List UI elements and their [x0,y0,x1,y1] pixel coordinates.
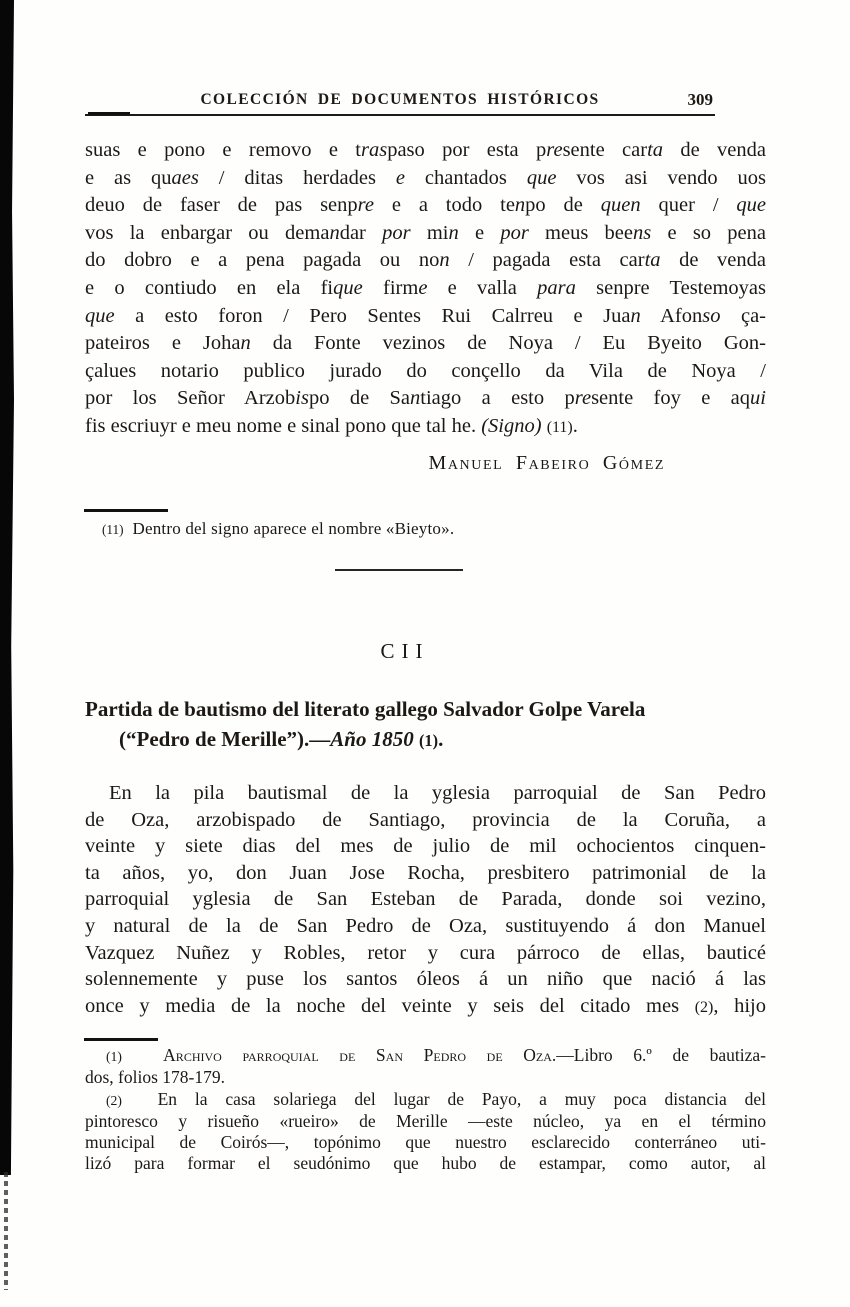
section-heading-line: Partida de bautismo del literato gallego Salvador Golpe Varela [85,697,646,721]
scan-gutter-shadow [0,0,14,1175]
text-line: de Oza, arzobispado de Santiago, provincia de la Coruña, a [85,808,766,831]
footnotes-block [85,1045,766,1175]
text-line: once y media de la noche del veinte y seis del citado mes (2), hijo [85,994,766,1017]
footnote-line: municipal de Coirós—, topónimo que nuestro esclarecido conterráneo uti- [85,1132,766,1153]
baptism-record-paragraph [85,780,766,1021]
text-line: çalues notario publico jurado do conçello da Vila de Noya / [85,359,766,382]
section-divider-rule [335,569,463,571]
text-line: Vazquez Nuñez y Robles, retor y cura párroco de ellas, bauticé [85,941,766,964]
footnote-line: (1) Archivo parroquial de San Pedro de Oza.—Libro 6.º de bautiza- [106,1045,766,1065]
text-line: parroquial yglesia de San Esteban de Parada, donde soi vezino, [85,888,766,911]
text-line: En la pila bautismal de la yglesia parroquial de San Pedro [109,782,766,804]
section-heading-line: (“Pedro de Merille”).—Año 1850 (1). [119,727,444,751]
text-line: y natural de la de San Pedro de Oza, sustituyendo á don Manuel [85,914,766,937]
page-number: 309 [687,90,713,109]
text-line: e as quaes / ditas herdades e chantados que vos asi vendo uos [85,166,766,189]
text-line: do dobro e a pena pagada ou non / pagada esta carta de venda [85,249,767,272]
text-line: e o contiudo en ela fique firme e valla para senpre Testemoyas [85,276,767,299]
footnote-11: (11) Dentro del signo aparece el nombre «Bieyto». [102,519,455,538]
footnote-line: (2) En la casa solariega del lugar de Payo, a muy poca distancia del [106,1088,766,1109]
footnote-line: pintoresco y risueño «rueiro» de Merille —este núcleo, ya en el término [85,1110,766,1131]
text-line: fis escriuyr e meu nome e sinal pono que tal he. (Signo) (11). [85,414,578,437]
text-line: ta años, yo, don Juan Jose Rocha, presbitero patrimonial de la [85,861,766,884]
running-header [85,91,715,111]
header-title: COLECCIÓN DE DOCUMENTOS HISTÓRICOS [200,91,600,108]
section-number: CII [380,639,430,663]
text-line: vos la enbargar ou demandar por min e por meus beens e so pena [85,221,766,244]
text-line: veinte y siete dias del mes de julio de mil ochocientos cinquen- [85,835,766,858]
header-rule [85,114,715,116]
footnote-rule [84,509,168,512]
text-line: solennemente y puse los santos óleos á un niño que nació á las [85,968,766,991]
footnote-line: lizó para formar el seudónimo que hubo de estampar, como autor, al [85,1153,766,1174]
scan-gutter-shadow-tail [4,1172,8,1290]
text-line: pateiros e Johan da Fonte vezinos de Noya / Eu Byeito Gon- [85,332,766,355]
author-signature: Manuel Fabeiro Gómez [428,452,665,474]
text-line: deuo de faser de pas senpre e a todo tenpo de quen quer / que [85,194,766,217]
text-line: por los Señor Arzobispo de Santiago a esto presente foy e aqui [85,387,766,410]
footnote-rule-bottom [84,1038,158,1041]
section-heading [85,694,768,756]
text-line: suas e pono e removo e traspaso por esta presente carta de venda [85,139,767,161]
document-text-continuation [85,137,766,442]
text-line: que a esto foron / Pero Sentes Rui Calrreu e Juan Afonso ça- [85,304,766,327]
footnote-line: dos, folios 178-179. [85,1067,225,1088]
